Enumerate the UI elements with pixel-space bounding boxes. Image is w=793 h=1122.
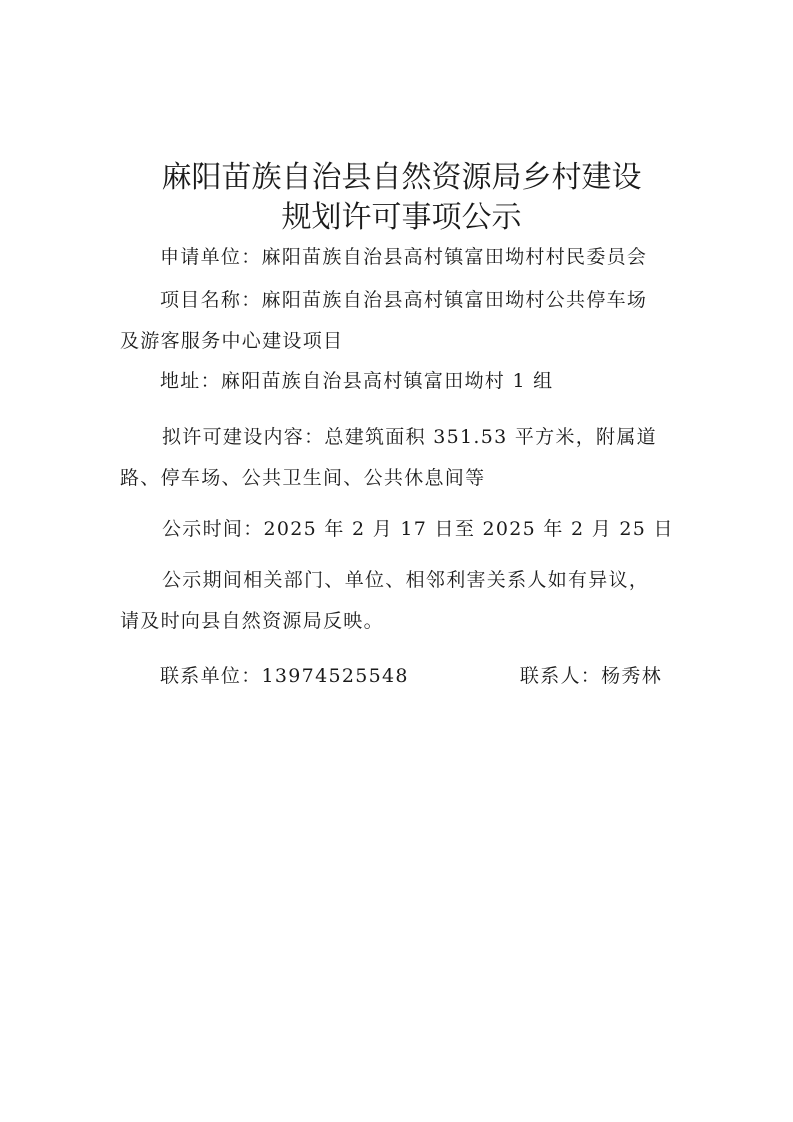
project-value-line-1: 麻阳苗族自治县高村镇富田坳村公共停车场 xyxy=(261,289,648,311)
contact-person xyxy=(520,662,662,690)
objection-line-1: 公示期间相关部门、单位、相邻利害关系人如有异议， xyxy=(162,569,650,591)
applicant-value: 麻阳苗族自治县高村镇富田坳村村民委员会 xyxy=(261,246,648,268)
project-value-line-2: 及游客服务中心建设项目 xyxy=(120,330,344,352)
contact-unit-value: 13974525548 xyxy=(261,665,409,687)
contact-row xyxy=(160,662,670,692)
period-text: 公示时间：2025 年 2 月 17 日至 2025 年 2 月 25 日 xyxy=(162,518,674,540)
document-title-line-2: 规划许可事项公示 xyxy=(281,200,522,235)
contact-person-label: 联系人： xyxy=(519,665,602,687)
objection-line-2: 请及时向县自然资源局反映。 xyxy=(120,610,384,632)
address-label: 地址： xyxy=(160,370,221,392)
applicant-row xyxy=(160,243,647,271)
contact-unit-label: 联系单位： xyxy=(160,665,262,687)
address-row xyxy=(160,367,553,395)
address-value: 麻阳苗族自治县高村镇富田坳村 1 组 xyxy=(220,370,554,392)
contact-unit xyxy=(160,662,409,690)
content-line-2: 路、停车场、公共卫生间、公共休息间等 xyxy=(120,467,486,489)
applicant-label: 申请单位： xyxy=(160,246,262,268)
document-title-line-1: 麻阳苗族自治县自然资源局乡村建设 xyxy=(161,160,642,195)
contact-person-value: 杨秀林 xyxy=(601,665,662,687)
content-line-1: 拟许可建设内容：总建筑面积 351.53 平方米，附属道 xyxy=(162,426,657,448)
project-row xyxy=(160,286,647,314)
project-label: 项目名称： xyxy=(160,289,262,311)
